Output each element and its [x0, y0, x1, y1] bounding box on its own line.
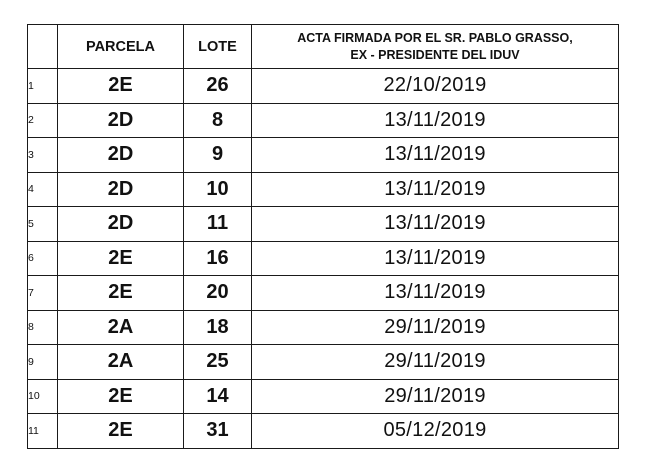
row-lote: 14	[184, 379, 252, 414]
row-acta-date: 29/11/2019	[252, 345, 619, 380]
table-row	[28, 379, 619, 414]
row-index: 7	[28, 276, 58, 311]
row-acta-date: 13/11/2019	[252, 241, 619, 276]
row-parcela: 2E	[58, 69, 184, 104]
table-row	[28, 138, 619, 173]
row-acta-date: 13/11/2019	[252, 103, 619, 138]
row-index: 11	[28, 414, 58, 449]
row-index: 1	[28, 69, 58, 104]
table-row	[28, 241, 619, 276]
row-parcela: 2A	[58, 345, 184, 380]
row-parcela: 2E	[58, 276, 184, 311]
row-lote: 11	[184, 207, 252, 242]
row-parcela: 2A	[58, 310, 184, 345]
table-row	[28, 345, 619, 380]
row-index: 2	[28, 103, 58, 138]
row-index: 10	[28, 379, 58, 414]
row-index: 9	[28, 345, 58, 380]
row-acta-date: 22/10/2019	[252, 69, 619, 104]
table-row	[28, 414, 619, 449]
row-lote: 26	[184, 69, 252, 104]
row-parcela: 2E	[58, 414, 184, 449]
row-acta-date: 13/11/2019	[252, 207, 619, 242]
header-lote: LOTE	[184, 25, 252, 69]
header-acta-line-1: ACTA FIRMADA POR EL SR. PABLO GRASSO,	[297, 30, 573, 45]
row-parcela: 2D	[58, 172, 184, 207]
row-parcela: 2D	[58, 207, 184, 242]
header-acta	[252, 25, 619, 69]
row-lote: 16	[184, 241, 252, 276]
row-lote: 8	[184, 103, 252, 138]
table-row	[28, 207, 619, 242]
row-acta-date: 13/11/2019	[252, 138, 619, 173]
row-index: 4	[28, 172, 58, 207]
header-index	[28, 25, 58, 69]
row-parcela: 2E	[58, 379, 184, 414]
row-lote: 20	[184, 276, 252, 311]
row-index: 5	[28, 207, 58, 242]
lots-table	[27, 24, 619, 449]
row-index: 3	[28, 138, 58, 173]
header-acta-line-2: EX - PRESIDENTE DEL IDUV	[350, 47, 520, 62]
row-parcela: 2D	[58, 138, 184, 173]
table-row	[28, 103, 619, 138]
row-acta-date: 13/11/2019	[252, 172, 619, 207]
row-parcela: 2D	[58, 103, 184, 138]
table-row	[28, 310, 619, 345]
row-lote: 9	[184, 138, 252, 173]
row-index: 8	[28, 310, 58, 345]
row-lote: 31	[184, 414, 252, 449]
row-lote: 18	[184, 310, 252, 345]
row-acta-date: 29/11/2019	[252, 379, 619, 414]
row-acta-date: 05/12/2019	[252, 414, 619, 449]
row-parcela: 2E	[58, 241, 184, 276]
row-index: 6	[28, 241, 58, 276]
table-header-row	[28, 25, 619, 69]
header-parcela: PARCELA	[58, 25, 184, 69]
row-acta-date: 29/11/2019	[252, 310, 619, 345]
row-acta-date: 13/11/2019	[252, 276, 619, 311]
table-row	[28, 276, 619, 311]
row-lote: 25	[184, 345, 252, 380]
row-lote: 10	[184, 172, 252, 207]
table-row	[28, 172, 619, 207]
table-row	[28, 69, 619, 104]
